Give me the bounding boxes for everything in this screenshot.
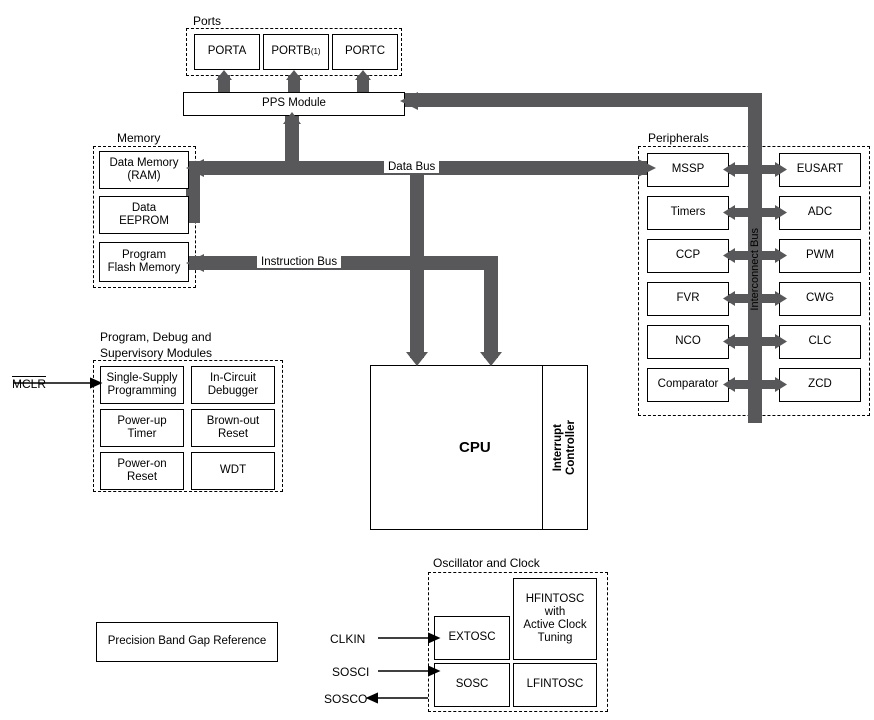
bus-interconnect-row-1 bbox=[726, 165, 784, 174]
memory-data-ram[interactable] bbox=[99, 151, 189, 189]
oscillator-hfintosc-line4: Tuning bbox=[537, 632, 573, 645]
interrupt-controller[interactable] bbox=[542, 365, 588, 530]
peripheral-clc-label: CLC bbox=[808, 335, 832, 348]
supervisory-in-circuit-debugger[interactable] bbox=[191, 366, 275, 404]
signal-sosco: SOSCO bbox=[324, 692, 368, 706]
peripheral-mssp-label: MSSP bbox=[671, 163, 705, 176]
oscillator-lfintosc[interactable] bbox=[513, 663, 597, 707]
interrupt-controller-line1: Interrupt bbox=[551, 423, 564, 472]
precision-band-gap-reference[interactable] bbox=[96, 622, 278, 662]
port-portb-label: PORTB bbox=[271, 45, 311, 58]
memory-data-eeprom-line1: Data bbox=[131, 201, 157, 214]
peripheral-nco[interactable] bbox=[647, 325, 729, 359]
signal-clkin: CLKIN bbox=[330, 632, 366, 646]
peripheral-fvr[interactable] bbox=[647, 282, 729, 316]
supervisory-por-line1: Power-on bbox=[117, 457, 167, 470]
peripheral-pwm-label: PWM bbox=[805, 249, 835, 262]
port-portc-label: PORTC bbox=[344, 45, 386, 58]
peripheral-zcd[interactable] bbox=[779, 368, 861, 402]
peripheral-comparator-label: Comparator bbox=[657, 378, 719, 391]
supervisory-single-supply-programming[interactable] bbox=[100, 366, 184, 404]
oscillator-hfintosc-line1: HFINTOSC bbox=[525, 592, 585, 605]
peripheral-adc-label: ADC bbox=[807, 206, 833, 219]
signal-sosci: SOSCI bbox=[332, 665, 370, 679]
cpu-label: CPU bbox=[459, 439, 491, 456]
peripheral-timers[interactable] bbox=[647, 196, 729, 230]
interrupt-controller-line2: Controller bbox=[565, 420, 577, 475]
bus-label-data: Data Bus bbox=[384, 161, 439, 173]
supervisory-power-up-timer[interactable] bbox=[100, 409, 184, 447]
bus-interconnect-row-2 bbox=[726, 208, 784, 217]
peripheral-ccp[interactable] bbox=[647, 239, 729, 273]
supervisory-icd-line1: In-Circuit bbox=[209, 371, 256, 384]
bus-label-interconnect: Interconnect Bus bbox=[749, 228, 761, 311]
oscillator-lfintosc-label: LFINTOSC bbox=[526, 678, 584, 691]
bus-instruction-corner bbox=[432, 256, 498, 270]
bus-label-instruction: Instruction Bus bbox=[257, 256, 341, 268]
peripheral-ccp-label: CCP bbox=[675, 249, 701, 262]
pps-module[interactable] bbox=[183, 92, 405, 116]
memory-program-flash[interactable] bbox=[99, 242, 189, 282]
supervisory-power-on-reset[interactable] bbox=[100, 452, 184, 490]
bus-interconnect-row-6 bbox=[726, 380, 784, 389]
supervisory-ssp-line1: Single-Supply bbox=[106, 371, 178, 384]
precision-band-gap-reference-label: Precision Band Gap Reference bbox=[107, 635, 267, 648]
group-label-ports: Ports bbox=[190, 14, 224, 28]
peripheral-fvr-label: FVR bbox=[676, 292, 700, 305]
peripheral-cwg[interactable] bbox=[779, 282, 861, 316]
group-label-program-debug-2: Supervisory Modules bbox=[97, 346, 215, 360]
oscillator-hfintosc-line2: with bbox=[544, 605, 566, 618]
oscillator-sosc-label: SOSC bbox=[455, 678, 489, 691]
port-portb[interactable] bbox=[263, 34, 329, 70]
supervisory-brown-out-reset[interactable] bbox=[191, 409, 275, 447]
supervisory-ssp-line2: Programming bbox=[107, 385, 177, 397]
peripheral-eusart-label: EUSART bbox=[796, 163, 844, 176]
memory-data-eeprom-line2: EEPROM bbox=[119, 215, 169, 227]
supervisory-por-line2: Reset bbox=[126, 471, 158, 483]
oscillator-hfintosc[interactable] bbox=[513, 578, 597, 660]
port-portb-note: (1) bbox=[310, 47, 321, 57]
peripheral-nco-label: NCO bbox=[675, 335, 701, 348]
pps-module-label: PPS Module bbox=[262, 97, 326, 110]
group-label-memory: Memory bbox=[114, 131, 163, 145]
peripheral-pwm[interactable] bbox=[779, 239, 861, 273]
peripheral-timers-label: Timers bbox=[670, 206, 706, 219]
oscillator-extosc[interactable] bbox=[434, 616, 510, 660]
supervisory-wdt-label: WDT bbox=[219, 464, 247, 477]
port-porta[interactable] bbox=[194, 34, 260, 70]
port-porta-label: PORTA bbox=[207, 45, 247, 58]
supervisory-icd-line2: Debugger bbox=[207, 385, 259, 397]
memory-program-flash-line2: Flash Memory bbox=[107, 262, 181, 274]
memory-program-flash-line1: Program bbox=[121, 248, 167, 261]
supervisory-put-line2: Timer bbox=[127, 428, 157, 440]
supervisory-put-line1: Power-up bbox=[117, 414, 167, 427]
supervisory-bor-line2: Reset bbox=[217, 428, 249, 440]
memory-data-ram-line1: Data Memory bbox=[109, 156, 179, 169]
peripheral-clc[interactable] bbox=[779, 325, 861, 359]
oscillator-sosc[interactable] bbox=[434, 663, 510, 707]
peripheral-zcd-label: ZCD bbox=[808, 378, 832, 391]
peripheral-eusart[interactable] bbox=[779, 153, 861, 187]
oscillator-extosc-label: EXTOSC bbox=[448, 631, 496, 644]
peripheral-adc[interactable] bbox=[779, 196, 861, 230]
peripheral-comparator[interactable] bbox=[647, 368, 729, 402]
supervisory-wdt[interactable] bbox=[191, 452, 275, 490]
signal-mclr bbox=[12, 376, 46, 391]
supervisory-bor-line1: Brown-out bbox=[206, 414, 260, 427]
bus-instruction-to-cpu bbox=[484, 256, 498, 358]
group-label-program-debug-1: Program, Debug and bbox=[97, 330, 214, 344]
peripheral-cwg-label: CWG bbox=[805, 292, 835, 305]
port-portc[interactable] bbox=[332, 34, 398, 70]
oscillator-hfintosc-line3: Active Clock bbox=[523, 619, 587, 631]
peripheral-mssp[interactable] bbox=[647, 153, 729, 187]
memory-data-eeprom[interactable] bbox=[99, 196, 189, 234]
signal-mclr-label: MCLR bbox=[12, 377, 47, 391]
memory-data-ram-line2: (RAM) bbox=[127, 170, 161, 182]
group-label-peripherals: Peripherals bbox=[645, 131, 712, 145]
group-label-oscillator: Oscillator and Clock bbox=[430, 556, 543, 570]
bus-interconnect-row-5 bbox=[726, 337, 784, 346]
bus-pps-right-trunk bbox=[404, 93, 762, 107]
